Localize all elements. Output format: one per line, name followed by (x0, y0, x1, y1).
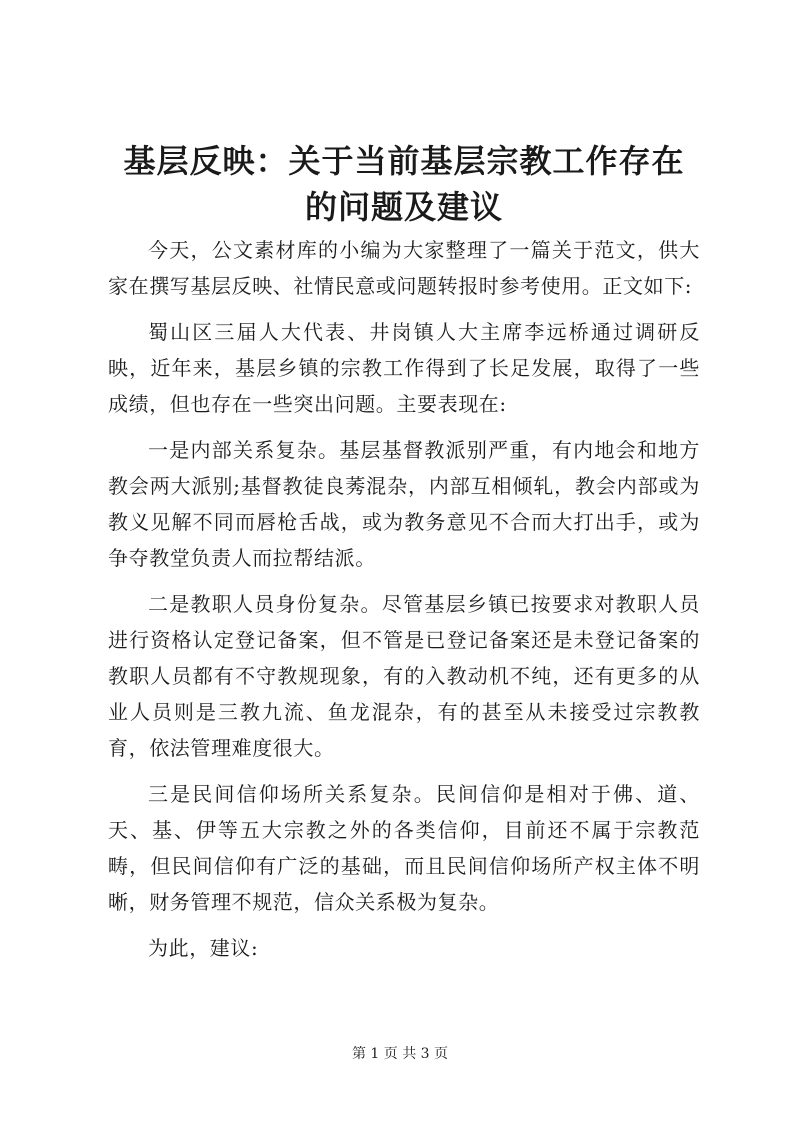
paragraph-point-three: 三是民间信仰场所关系复杂。民间信仰是相对于佛、道、天、基、伊等五大宗教之外的各类信仰，目前还不属于宗教范畴，但民间信仰有广泛的基础，而且民间信仰场所产权主体不明晰，财务管理不规范，信众关系极为复杂。 (108, 782, 700, 914)
paragraph-point-one: 一是内部关系复杂。基层基督教派别严重，有内地会和地方教会两大派别;基督教徒良莠混杂，内部互相倾轧，教会内部或为教义见解不同而唇枪舌战，或为教务意见不合而大打出手，或为争夺教堂负责人而拉帮结派。 (108, 438, 700, 570)
document-title: 基层反映：关于当前基层宗教工作存在的问题及建议 (123, 142, 685, 226)
document-body (108, 138, 700, 966)
paragraph-report: 蜀山区三届人大代表、井岗镇人大主席李远桥通过调研反映，近年来，基层乡镇的宗教工作得到了长足发展，取得了一些成绩，但也存在一些突出问题。主要表现在: (108, 320, 700, 416)
page-footer: 第 1 页 共 3 页 (351, 1046, 449, 1062)
paragraph-intro: 今天，公文素材库的小编为大家整理了一篇关于范文，供大家在撰写基层反映、社情民意或问题转报时参考使用。正文如下: (108, 238, 700, 298)
paragraph-point-two: 二是教职人员身份复杂。尽管基层乡镇已按要求对教职人员进行资格认定登记备案，但不管是已登记备案还是未登记备案的教职人员都有不守教规现象，有的入教动机不纯，还有更多的从业人员则是三教九流、鱼龙混杂，有的甚至从未接受过宗教教育，依法管理难度很大。 (108, 592, 700, 760)
paragraph-suggestion-lead: 为此，建议: (148, 936, 259, 960)
